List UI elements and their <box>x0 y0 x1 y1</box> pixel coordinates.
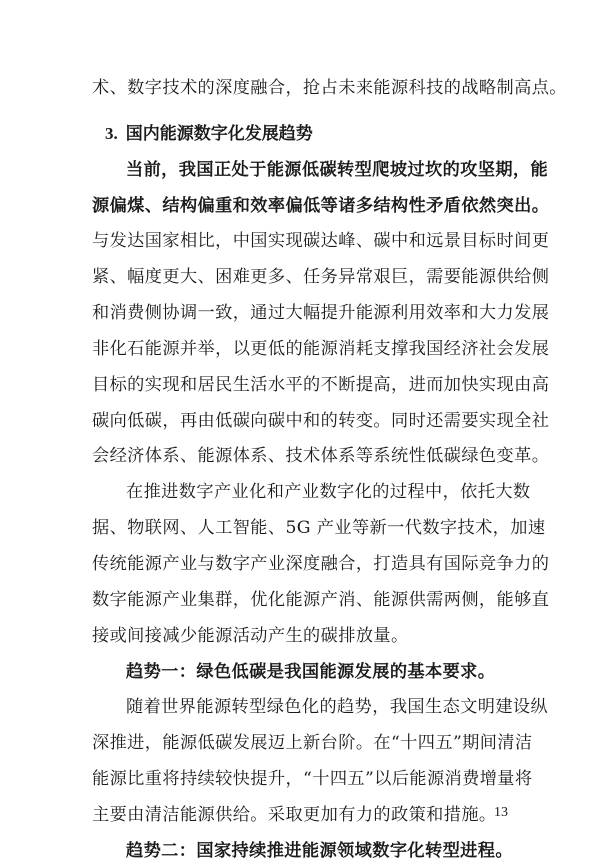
text-line: 主要由清洁能源供给。采取更加有力的政策和措施。 <box>92 805 497 825</box>
text-line: 深推进，能源低碳发展迈上新台阶。在“十四五”期间清洁 <box>92 733 533 753</box>
trend-heading: 趋势二：国家持续推进能源领域数字化转型进程。 <box>126 841 513 861</box>
text-line: 目标的实现和居民生活水平的不断提高，进而加快实现由高 <box>92 375 550 395</box>
text-line: 紧、幅度更大、困难更多、任务异常艰巨，需要能源供给侧 <box>92 267 550 287</box>
trend-heading: 趋势一：绿色低碳是我国能源发展的基本要求。 <box>126 662 496 682</box>
text-line: 能源比重将持续较快提升，“十四五”以后能源消费增量将 <box>92 769 533 789</box>
text-line: 术、数字技术的深度融合，抢占未来能源科技的战略制高点。 <box>92 78 567 98</box>
text-line: 据、物联网、人工智能、5G 产业等新一代数字技术，加速 <box>92 518 546 538</box>
section-title: 国内能源数字化发展趋势 <box>125 124 313 144</box>
text-line-bold: 源偏煤、结构偏重和效率偏低等诸多结构性矛盾依然突出。 <box>92 196 550 216</box>
text-line: 数字能源产业集群，优化能源产消、能源供需两侧，能够直 <box>92 590 550 610</box>
text-line: 非化石能源并举，以更低的能源消耗支撑我国经济社会发展 <box>92 339 550 359</box>
text-line: 随着世界能源转型绿色化的趋势，我国生态文明建设纵 <box>126 697 549 717</box>
text-line: 碳向低碳，再由低碳向碳中和的转变。同时还需要实现全社 <box>92 411 550 431</box>
text-line: 与发达国家相比，中国实现碳达峰、碳中和远景目标时间更 <box>92 231 550 251</box>
text-line: 和消费侧协调一致，通过大幅提升能源利用效率和大力发展 <box>92 303 550 323</box>
text-line: 接或间接减少能源活动产生的碳排放量。 <box>92 626 409 646</box>
text-line: 在推进数字产业化和产业数字化的过程中，依托大数 <box>126 482 531 502</box>
section-heading <box>105 124 313 144</box>
section-number: 3. <box>105 124 118 143</box>
page-number: 13 <box>494 805 508 820</box>
text-line: 传统能源产业与数字产业深度融合，打造具有国际竞争力的 <box>92 554 550 574</box>
text-line: 会经济体系、能源体系、技术体系等系统性低碳绿色变革。 <box>92 446 550 466</box>
text-line-bold: 当前，我国正处于能源低碳转型爬坡过坎的攻坚期，能 <box>126 160 549 180</box>
